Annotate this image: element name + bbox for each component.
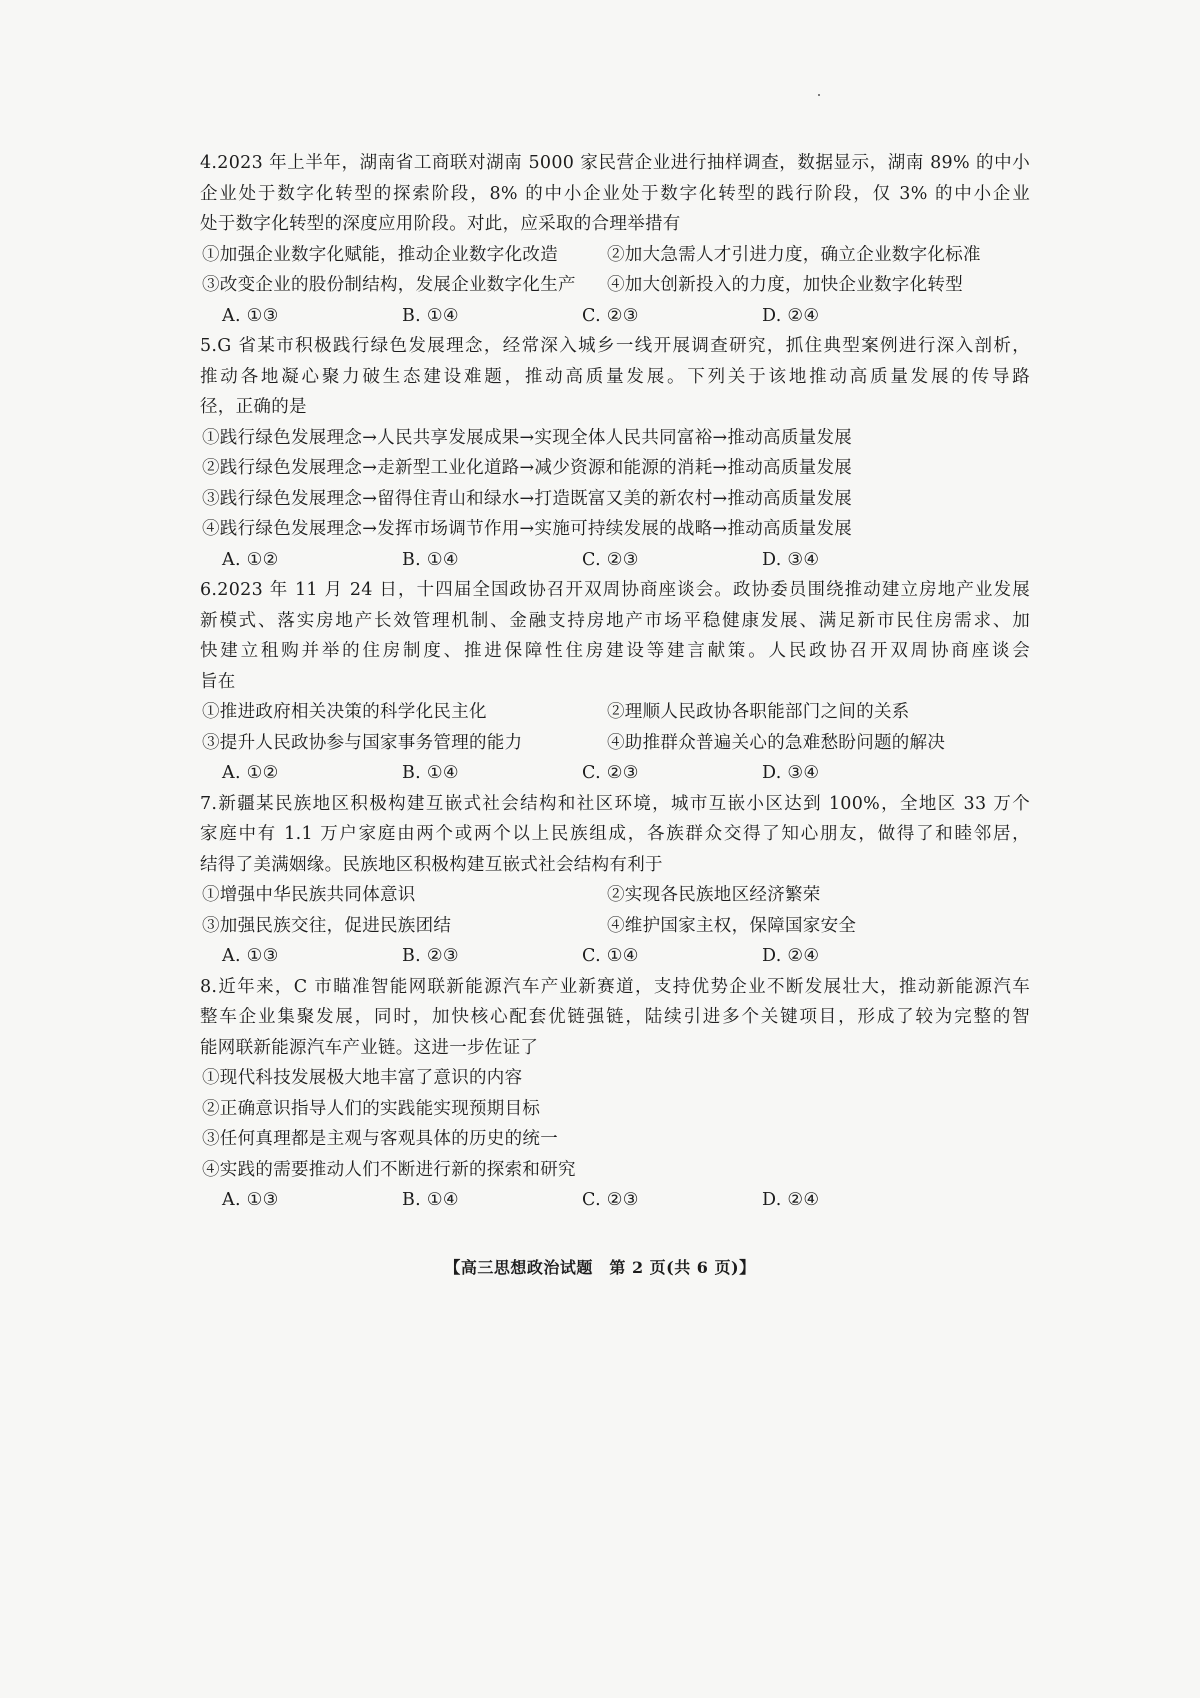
option-b: B. ①④ bbox=[402, 763, 459, 783]
question-stem-line: 6.2023 年 11 月 24 日，十四届全国政协召开双周协商座谈会。政协委员围绕推动建立房地产业发展 bbox=[200, 580, 1030, 600]
statement-1: ①践行绿色发展理念→人民共享发展成果→实现全体人民共同富裕→推动高质量发展 bbox=[202, 427, 853, 448]
statement-1: ①推进政府相关决策的科学化民主化 bbox=[202, 702, 487, 722]
statement-2: ②加大急需人才引进力度，确立企业数字化标准 bbox=[607, 244, 981, 265]
question-stem-line: 快建立租购并举的住房制度、推进保障性住房建设等建言献策。人民政协召开双周协商座谈会 bbox=[200, 641, 1030, 661]
question-stem-line: 推动各地凝心聚力破生态建设难题，推动高质量发展。下列关于该地推动高质量发展的传导路 bbox=[200, 366, 1030, 387]
statement-4: ④实践的需要推动人们不断进行新的探索和研究 bbox=[202, 1159, 576, 1180]
statement-3: ③改变企业的股份制结构，发展企业数字化生产 bbox=[202, 275, 576, 295]
option-c: C. ②③ bbox=[582, 549, 639, 570]
answer-options bbox=[200, 941, 1030, 972]
question-stem-line: 处于数字化转型的深度应用阶段。对此，应采取的合理举措有 bbox=[200, 214, 681, 234]
option-b: B. ①④ bbox=[402, 1190, 459, 1210]
question-stem-line: 4.2023 年上半年，湖南省工商联对湖南 5000 家民营企业进行抽样调查，数据显示，湖南 89% 的中小 bbox=[200, 153, 1030, 173]
statement-3: ③加强民族交往，促进民族团结 bbox=[202, 915, 452, 936]
option-a: A. ①③ bbox=[222, 1190, 279, 1210]
statement-4: ④践行绿色发展理念→发挥市场调节作用→实施可持续发展的战略→推动高质量发展 bbox=[202, 519, 853, 539]
question-stem-line: 结得了美满姻缘。民族地区积极构建互嵌式社会结构有利于 bbox=[200, 854, 663, 875]
option-b: B. ①④ bbox=[402, 549, 459, 570]
question-stem-line: 旨在 bbox=[200, 671, 236, 692]
statement-row bbox=[200, 880, 1030, 911]
option-a: A. ①③ bbox=[222, 305, 279, 326]
answer-options bbox=[200, 545, 1030, 576]
option-a: A. ①③ bbox=[222, 946, 279, 966]
option-d: D. ③④ bbox=[762, 549, 820, 570]
answer-options bbox=[200, 1185, 1030, 1216]
option-a: A. ①② bbox=[222, 549, 279, 570]
statement-row bbox=[200, 911, 1030, 942]
statement-row bbox=[200, 270, 1030, 301]
option-d: D. ③④ bbox=[762, 763, 820, 783]
option-c: C. ②③ bbox=[582, 763, 639, 783]
question-stem-line: 能网联新能源汽车产业链。这进一步佐证了 bbox=[200, 1037, 539, 1058]
question-stem-line: 企业处于数字化转型的探索阶段，8% 的中小企业处于数字化转型的践行阶段，仅 3% 的中小企业 bbox=[200, 183, 1030, 204]
statement-1: ①现代科技发展极大地丰富了意识的内容 bbox=[202, 1068, 523, 1088]
option-d: D. ②④ bbox=[762, 1190, 820, 1210]
option-c: C. ②③ bbox=[582, 305, 639, 326]
question-stem-line: 家庭中有 1.1 万户家庭由两个或两个以上民族组成，各族群众交得了知心朋友，做得了和睦邻居， bbox=[200, 824, 1030, 844]
statement-row bbox=[200, 697, 1030, 728]
statement-row bbox=[200, 728, 1030, 759]
question-8 bbox=[200, 972, 1030, 1216]
option-b: B. ②③ bbox=[402, 946, 459, 966]
answer-options bbox=[200, 758, 1030, 789]
statement-1: ①增强中华民族共同体意识 bbox=[202, 885, 416, 905]
statement-row bbox=[200, 240, 1030, 271]
question-6 bbox=[200, 575, 1030, 789]
statement-2: ②践行绿色发展理念→走新型工业化道路→减少资源和能源的消耗→推动高质量发展 bbox=[202, 458, 853, 478]
statement-3: ③践行绿色发展理念→留得住青山和绿水→打造既富又美的新农村→推动高质量发展 bbox=[202, 488, 853, 509]
question-stem-line: 整车企业集聚发展，同时，加快核心配套优链强链，陆续引进多个关键项目，形成了较为完整的智 bbox=[200, 1007, 1030, 1027]
question-7 bbox=[200, 789, 1030, 972]
question-stem-line: 新模式、落实房地产长效管理机制、金融支持房地产市场平稳健康发展、满足新市民住房需求、加 bbox=[200, 610, 1030, 631]
question-stem-line: 径，正确的是 bbox=[200, 397, 307, 417]
option-b: B. ①④ bbox=[402, 305, 459, 326]
question-4 bbox=[200, 148, 1030, 331]
statement-4: ④加大创新投入的力度，加快企业数字化转型 bbox=[607, 275, 963, 295]
statement-3: ③任何真理都是主观与客观具体的历史的统一 bbox=[202, 1129, 558, 1149]
option-c: C. ①④ bbox=[582, 946, 639, 966]
question-5 bbox=[200, 331, 1030, 575]
statement-3: ③提升人民政协参与国家事务管理的能力 bbox=[202, 732, 523, 753]
statement-1: ①加强企业数字化赋能，推动企业数字化改造 bbox=[202, 244, 558, 265]
statement-2: ②理顺人民政协各职能部门之间的关系 bbox=[607, 702, 910, 722]
statement-2: ②实现各民族地区经济繁荣 bbox=[607, 885, 821, 905]
statement-4: ④维护国家主权，保障国家安全 bbox=[607, 915, 857, 936]
option-c: C. ②③ bbox=[582, 1190, 639, 1210]
question-stem-line: 7.新疆某民族地区积极构建互嵌式社会结构和社区环境，城市互嵌小区达到 100%，全地区 33 万个 bbox=[200, 793, 1030, 814]
option-d: D. ②④ bbox=[762, 305, 820, 326]
question-stem-line: 5.G 省某市积极践行绿色发展理念，经常深入城乡一线开展调查研究，抓住典型案例进行深入剖析， bbox=[200, 336, 1030, 356]
option-a: A. ①② bbox=[222, 763, 279, 783]
page-footer: 【高三思想政治试题 第 2 页(共 6 页)】 bbox=[444, 1258, 756, 1277]
scan-speck bbox=[818, 94, 820, 96]
answer-options bbox=[200, 301, 1030, 332]
statement-2: ②正确意识指导人们的实践能实现预期目标 bbox=[202, 1098, 541, 1119]
question-stem-line: 8.近年来，C 市瞄准智能网联新能源汽车产业新赛道，支持优势企业不断发展壮大，推动新能源汽车 bbox=[200, 976, 1030, 997]
question-list bbox=[200, 148, 1030, 1216]
option-d: D. ②④ bbox=[762, 946, 820, 966]
statement-4: ④助推群众普遍关心的急难愁盼问题的解决 bbox=[607, 732, 946, 753]
